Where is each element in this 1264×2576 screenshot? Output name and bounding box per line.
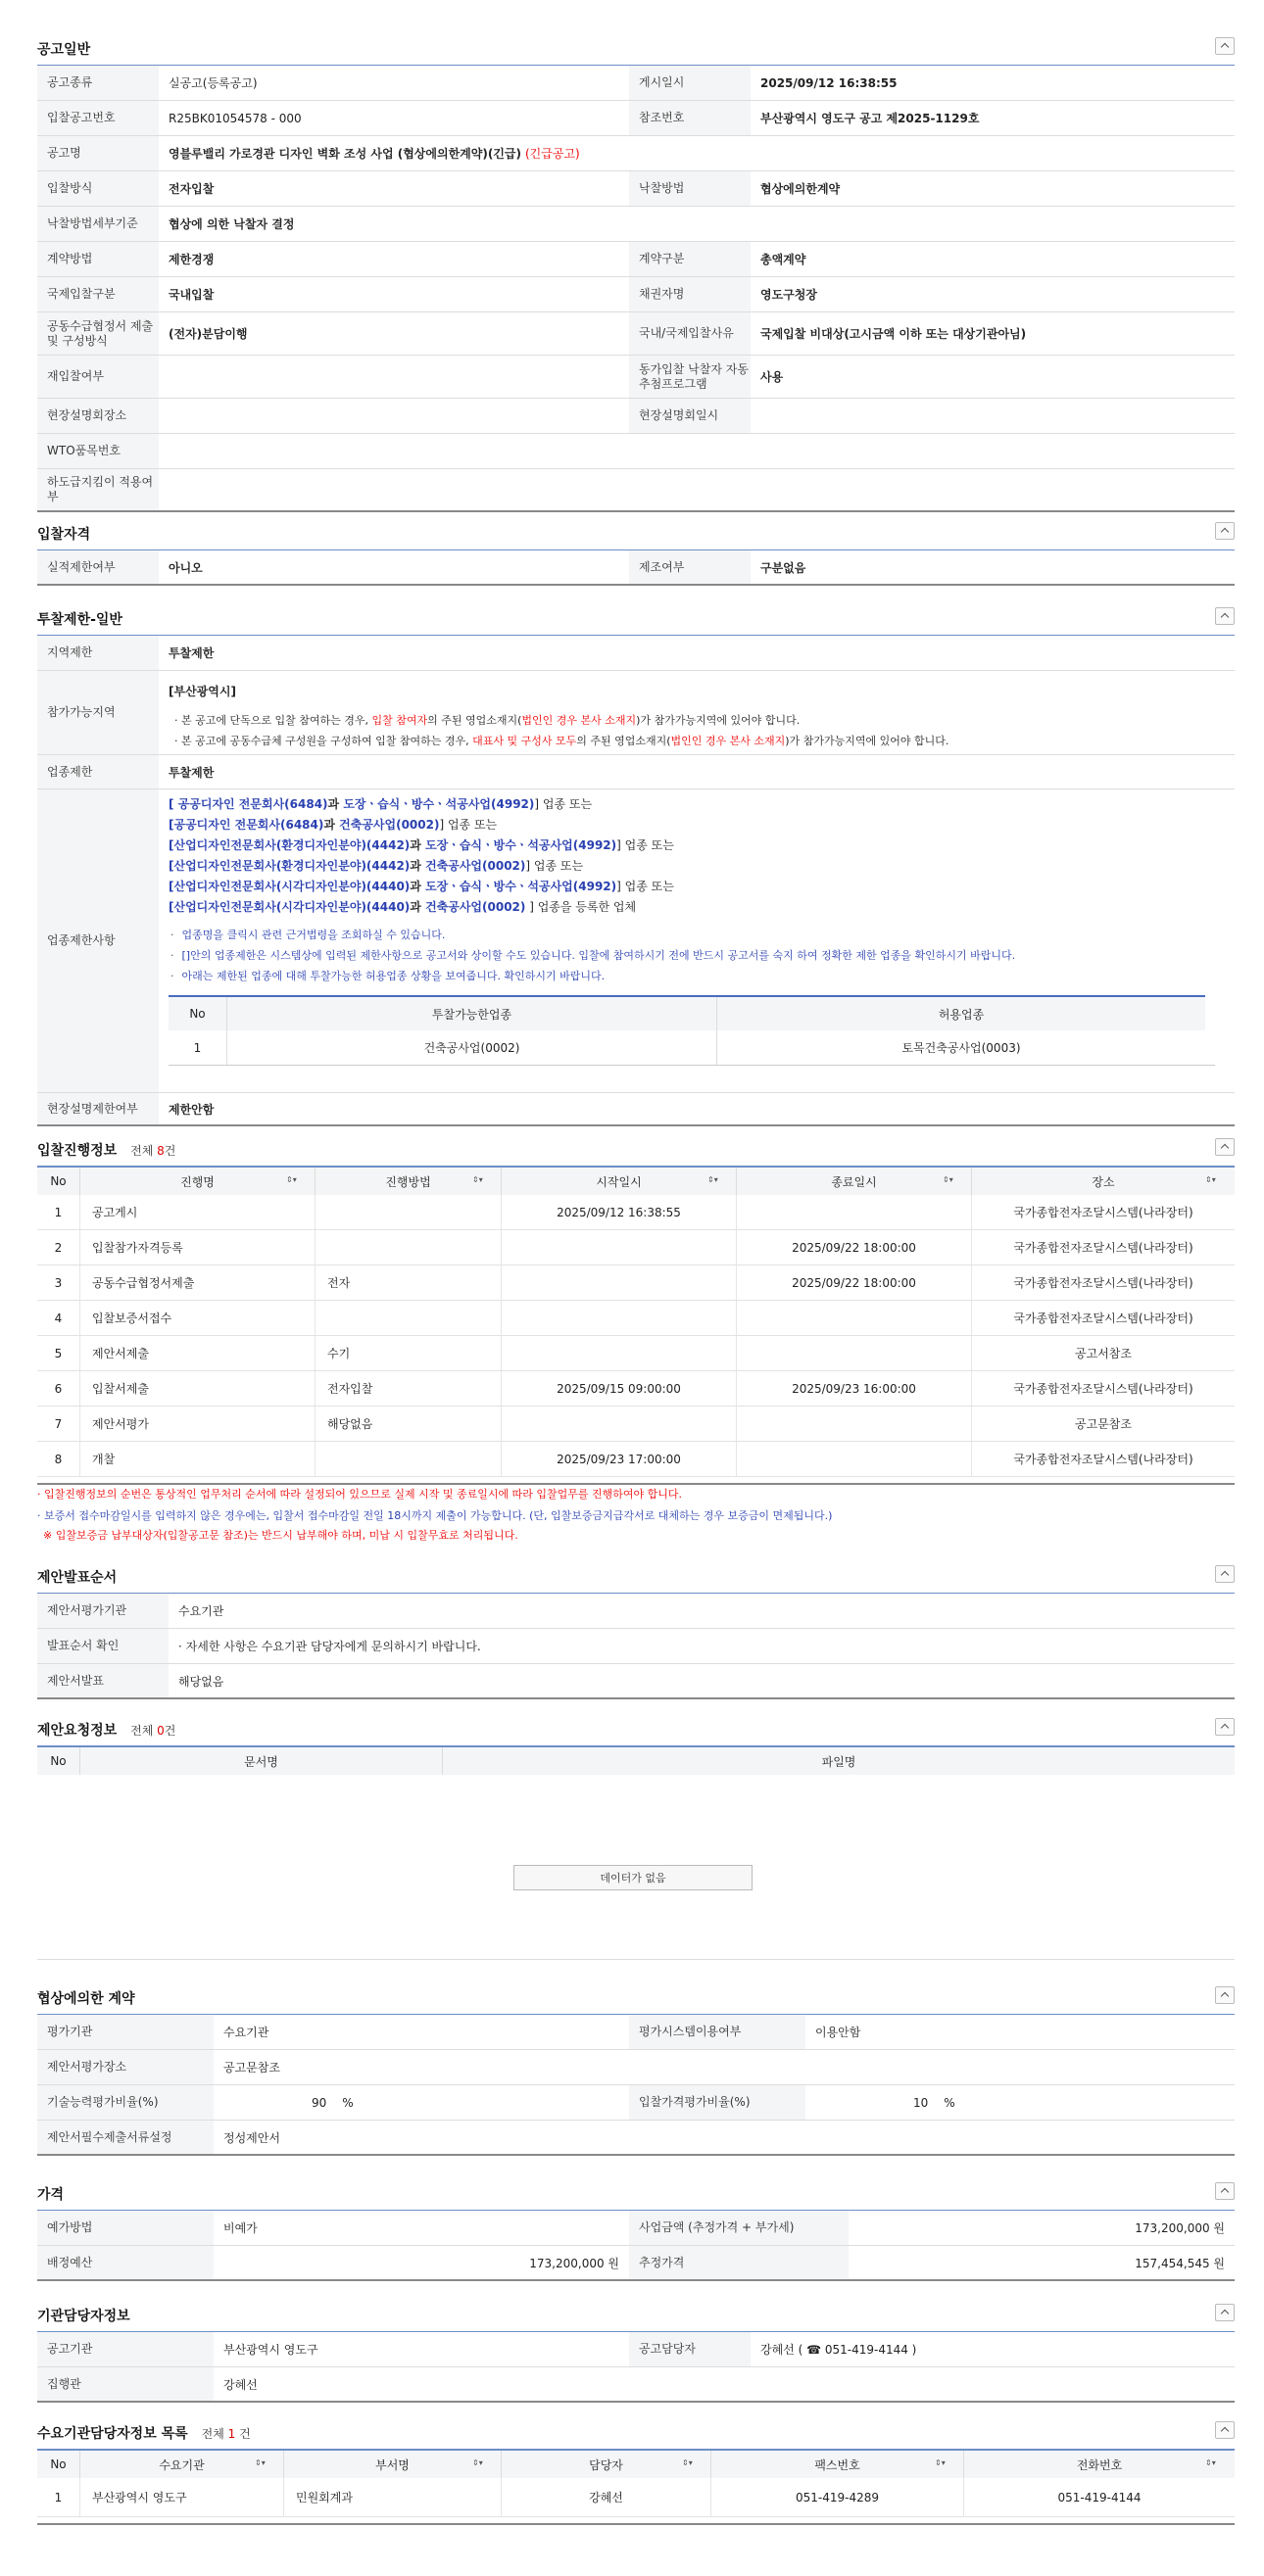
field-label: WTO품목번호 xyxy=(37,434,159,468)
field-label: 국내/국제입찰사유 xyxy=(629,312,751,355)
end-datetime xyxy=(737,1195,972,1229)
field-label: 재입찰여부 xyxy=(37,356,159,398)
progress-table-header xyxy=(37,1166,1235,1195)
sort-icon[interactable]: ⇕▾ xyxy=(1205,2458,1216,2467)
column-header[interactable]: 시작일시 xyxy=(502,1168,737,1195)
field-value: 투찰제한 xyxy=(169,765,215,780)
field-label: 입찰방식 xyxy=(37,171,159,206)
sort-icon[interactable]: ⇕▾ xyxy=(472,1175,483,1184)
field-label: 국제입찰구분 xyxy=(37,277,159,311)
fax-number: 051-419-4289 xyxy=(711,2478,964,2516)
allowed-industry-table-header xyxy=(169,995,1205,1030)
field-value: 비예가 xyxy=(223,2221,258,2235)
general-info-row xyxy=(37,242,1235,277)
field-value xyxy=(159,469,1235,510)
general-info-row xyxy=(37,171,1235,207)
field-value: 173,200,000 원 xyxy=(529,2256,619,2270)
table-row xyxy=(37,1301,1235,1336)
field-value xyxy=(751,399,1235,433)
general-info-row xyxy=(37,356,1235,399)
field-label: 제안서평가기관 xyxy=(37,1594,169,1628)
general-info-row xyxy=(37,66,1235,101)
field-label: 예가방법 xyxy=(37,2211,214,2245)
field-label: 동가입찰 낙찰자 자동추첨프로그램 xyxy=(629,356,751,398)
table-row xyxy=(37,1336,1235,1371)
field-label: 계약구분 xyxy=(629,242,751,276)
industry-suffix: ] 업종을 등록한 업체 xyxy=(525,900,637,914)
collapse-toggle-icon[interactable] xyxy=(1215,1986,1235,2004)
industry-combination-line xyxy=(169,836,674,853)
field-value: 협상에의한계약 xyxy=(760,182,841,196)
bullet-icon: · xyxy=(170,949,174,962)
field-label: 현장설명제한여부 xyxy=(37,1093,159,1124)
industry-note-text: []안의 업종제한은 시스템상에 입력된 제한사항으로 공고서와 상이할 수도 있습니다. 입찰에 참여하시기 전에 반드시 공고서를 숙지 하여 정확한 제한 업종을 확인하시기 바랍니다. xyxy=(181,949,1016,962)
industry-note xyxy=(170,968,605,983)
step-name: 입찰서제출 xyxy=(80,1371,316,1406)
field-value: 국내입찰 xyxy=(169,288,215,302)
row-number: 7 xyxy=(37,1407,80,1441)
collapse-toggle-icon[interactable] xyxy=(1215,2182,1235,2200)
table-row xyxy=(37,1230,1235,1265)
industry-conjunction: 과 xyxy=(410,859,421,873)
field-value: 실공고(등록공고) xyxy=(169,76,258,90)
end-datetime xyxy=(737,1301,972,1335)
industry-combination-line xyxy=(169,795,592,812)
general-info-row xyxy=(37,136,1235,171)
row-number: 1 xyxy=(37,2478,80,2516)
table-row xyxy=(169,1030,1215,1066)
field-value xyxy=(159,356,629,398)
sort-icon[interactable]: ⇕▾ xyxy=(707,1175,718,1184)
row-number: 5 xyxy=(37,1336,80,1370)
location: 국가종합전자조달시스템(나라장터) xyxy=(1013,1241,1193,1255)
step-name: 제안서평가 xyxy=(80,1407,316,1441)
field-label: 낙찰방법세부기준 xyxy=(37,207,159,241)
sort-icon[interactable]: ⇕▾ xyxy=(935,2458,946,2467)
industry-link[interactable]: 건축공사업(0002) xyxy=(420,859,526,873)
step-method xyxy=(316,1442,502,1476)
allowed-industry-cell: 건축공사업(0002) xyxy=(227,1030,717,1065)
table-row xyxy=(37,1407,1235,1442)
start-datetime: 2025/09/12 16:38:55 xyxy=(502,1195,737,1229)
field-value: 전자입찰 xyxy=(169,182,215,196)
end-datetime: 2025/09/22 18:00:00 xyxy=(737,1230,972,1264)
field-value: 정성제안서 xyxy=(223,2130,280,2145)
collapse-toggle-icon[interactable] xyxy=(1215,522,1235,540)
no-data-message: 데이터가 없음 xyxy=(513,1865,753,1890)
general-info-row xyxy=(37,277,1235,312)
field-value xyxy=(159,399,629,433)
industry-conjunction: 과 xyxy=(410,900,421,914)
step-name: 입찰참가자격등록 xyxy=(80,1230,316,1264)
field-label: 사업금액 (추정가격 + 부가세) xyxy=(629,2211,849,2245)
field-label: 기술능력평가비율(%) xyxy=(37,2085,214,2120)
industry-note xyxy=(170,947,1015,963)
table-bottom-border xyxy=(37,1483,1235,1485)
step-method: 수기 xyxy=(316,1336,502,1370)
field-value xyxy=(159,434,1235,468)
section-title-price: 가격 xyxy=(37,2187,65,2203)
column-header[interactable]: 전화번호 xyxy=(1076,2457,1123,2472)
field-value: 영도구청장 xyxy=(760,288,817,302)
step-name: 개찰 xyxy=(80,1442,316,1476)
industry-note-text: 업종명을 클릭시 관련 근거법령을 조회하실 수 있습니다. xyxy=(181,929,446,941)
column-header: 문서명 xyxy=(80,1747,443,1775)
field-value: 투찰제한 xyxy=(169,646,215,660)
industry-note-text: 아래는 제한된 업종에 대해 투찰가능한 허용업종 상황을 보여줍니다. 확인하시기 바랍니다. xyxy=(181,970,606,982)
industry-suffix: ] 업종 또는 xyxy=(534,797,593,811)
industry-conjunction: 과 xyxy=(327,797,340,811)
field-value: 수요기관 xyxy=(178,1604,224,1618)
field-label: 발표순서 확인 xyxy=(37,1629,169,1663)
section-title-qualification: 입찰자격 xyxy=(37,527,91,543)
field-value: (전자)분담이행 xyxy=(169,327,248,341)
location: 국가종합전자조달시스템(나라장터) xyxy=(1013,1312,1193,1325)
contact-person: 강혜선 xyxy=(502,2478,711,2516)
industry-combination-line xyxy=(169,857,583,874)
field-value: 강혜선 ( ☎ 051-419-4144 ) xyxy=(760,2343,917,2357)
end-datetime xyxy=(737,1407,972,1441)
industry-link[interactable]: 도장ㆍ습식ㆍ방수ㆍ석공사업(4992) xyxy=(339,797,535,811)
step-method xyxy=(316,1195,502,1229)
field-value: 사용 xyxy=(760,370,784,384)
field-value: 이용안함 xyxy=(815,2026,861,2039)
step-method xyxy=(316,1230,502,1264)
industry-link[interactable]: [산업디자인전문회사(환경디자인분야)(4442) xyxy=(169,859,411,873)
bid-title-text: 영블루밸리 가로경관 디자인 벽화 조성 사업 (협상에의한계약)(긴급) xyxy=(169,147,521,161)
location: 국가종합전자조달시스템(나라장터) xyxy=(1013,1276,1193,1290)
sort-icon[interactable]: ⇕▾ xyxy=(943,1175,953,1184)
industry-suffix: ] 업종 또는 xyxy=(439,818,498,832)
field-label: 평가시스템이용여부 xyxy=(629,2015,805,2049)
region-note-1: · 본 공고에 단독으로 입찰 참여하는 경우, 입찰 참여자의 주된 영업소재지(법인인 경우 본사 소재지)가 참가가능지역에 있어야 합니다. xyxy=(174,714,801,727)
end-datetime xyxy=(737,1442,972,1476)
industry-link[interactable]: [산업디자인전문회사(시각디자인분야)(4440) xyxy=(169,880,411,893)
industry-note xyxy=(170,927,445,942)
row-number: 2 xyxy=(37,1230,80,1264)
table-row xyxy=(37,1195,1235,1230)
field-label: 입찰공고번호 xyxy=(37,101,159,135)
location: 국가종합전자조달시스템(나라장터) xyxy=(1013,1453,1193,1466)
start-datetime xyxy=(502,1301,737,1335)
sort-icon[interactable]: ⇕▾ xyxy=(286,1175,297,1184)
collapse-toggle-icon[interactable] xyxy=(1215,2304,1235,2321)
demand-table-header xyxy=(37,2449,1235,2478)
row-number: 8 xyxy=(37,1442,80,1476)
field-value: 2025/09/12 16:38:55 xyxy=(760,75,898,90)
industry-link[interactable]: [산업디자인전문회사(환경디자인분야)(4442) xyxy=(169,838,411,852)
field-label: 배정예산 xyxy=(37,2246,214,2279)
sort-icon[interactable]: ⇕▾ xyxy=(1205,1175,1216,1184)
industry-combination-line xyxy=(169,816,497,833)
field-value: 강혜선 xyxy=(223,2377,258,2392)
department: 민원회계과 xyxy=(284,2478,502,2516)
field-label: 공고담당자 xyxy=(629,2332,751,2366)
region-note-2: · 본 공고에 공동수급체 구성원을 구성하여 입찰 참여하는 경우, 대표사 및 구성사 모두의 주된 영업소재지(법인인 경우 본사 소재지)가 참가가능지역에 있어야 합니다. xyxy=(174,735,949,747)
start-datetime xyxy=(502,1407,737,1441)
column-header: No xyxy=(37,1168,80,1195)
end-datetime: 2025/09/23 16:00:00 xyxy=(737,1371,972,1406)
bullet-icon: · xyxy=(170,929,174,941)
industry-link[interactable]: 건축공사업(0002) xyxy=(420,900,526,914)
step-method: 전자입찰 xyxy=(316,1371,502,1406)
field-label: 참조번호 xyxy=(629,101,751,135)
column-header: 파일명 xyxy=(821,1754,856,1769)
table-row xyxy=(37,2478,1235,2517)
phone-number: 051-419-4144 xyxy=(1057,2490,1142,2504)
industry-link[interactable]: 도장ㆍ습식ㆍ방수ㆍ석공사업(4992) xyxy=(420,880,617,893)
step-method xyxy=(316,1301,502,1335)
general-info-row xyxy=(37,312,1235,356)
field-value: · 자세한 사항은 수요기관 담당자에게 문의하시기 바랍니다. xyxy=(178,1640,481,1653)
industry-suffix: ] 업종 또는 xyxy=(525,859,584,873)
section-title-presentation: 제안발표순서 xyxy=(37,1570,118,1586)
field-label: 공고명 xyxy=(37,136,159,170)
industry-combination-line xyxy=(169,878,674,894)
section-title-proposal-request: 제안요청정보 전체 0건 xyxy=(37,1723,176,1739)
field-label: 채권자명 xyxy=(629,277,751,311)
table-row xyxy=(37,1371,1235,1407)
general-info-row xyxy=(37,469,1235,512)
field-label: 제안서필수제출서류설정 xyxy=(37,2121,214,2154)
field-value: 부산광역시 영도구 xyxy=(223,2343,318,2357)
row-number: 1 xyxy=(37,1195,80,1229)
field-label: 업종제한사항 xyxy=(37,789,159,1092)
column-header[interactable]: 부서명 xyxy=(284,2451,502,2478)
column-header[interactable]: 팩스번호 xyxy=(711,2451,964,2478)
field-label: 현장설명회일시 xyxy=(629,399,751,433)
step-method: 해당없음 xyxy=(316,1407,502,1441)
general-info-row xyxy=(37,399,1235,434)
general-info-row xyxy=(37,101,1235,136)
section-title-agency-contact: 기관담당자정보 xyxy=(37,2309,130,2324)
column-header: 허용업종 xyxy=(938,1007,985,1022)
industry-link[interactable]: [ 공공디자인 전문회사(6484) xyxy=(169,797,328,811)
column-header: No xyxy=(37,2451,80,2478)
collapse-toggle-icon[interactable] xyxy=(1215,2421,1235,2439)
step-name: 입찰보증서접수 xyxy=(80,1301,316,1335)
urgent-badge: (긴급공고) xyxy=(525,147,580,161)
column-header[interactable]: 담당자 xyxy=(502,2451,711,2478)
field-label: 하도급지킴이 적용여부 xyxy=(37,469,159,510)
divider xyxy=(37,1959,1235,1960)
field-value: 157,454,545 원 xyxy=(1135,2256,1225,2270)
agency-name: 부산광역시 영도구 xyxy=(80,2478,284,2516)
region-value: [부산광역시] xyxy=(169,685,236,698)
field-label: 실적제한여부 xyxy=(37,550,159,584)
progress-note-2: · 보증서 접수마감일시를 입력하지 않은 경우에는, 입찰서 접수마감일 전일 18시까지 제출이 가능합니다. (단, 입찰보증금지급각서로 대체하는 경우 보증금이 면제됩니다.) xyxy=(37,1509,833,1522)
start-datetime xyxy=(502,1230,737,1264)
collapse-toggle-icon[interactable] xyxy=(1215,1565,1235,1583)
table-row xyxy=(37,1442,1235,1477)
industry-suffix: ] 업종 또는 xyxy=(616,880,674,893)
start-datetime xyxy=(502,1336,737,1370)
collapse-toggle-icon[interactable] xyxy=(1215,1138,1235,1156)
column-header: No xyxy=(37,1747,80,1775)
bullet-icon: · xyxy=(170,970,174,982)
sort-icon[interactable]: ⇕▾ xyxy=(255,2458,266,2467)
column-header[interactable]: 수요기관 xyxy=(80,2451,284,2478)
collapse-toggle-icon[interactable] xyxy=(1215,1718,1235,1736)
field-value: 제한안함 xyxy=(169,1102,215,1117)
row-number: 1 xyxy=(169,1030,227,1065)
column-header[interactable]: 장소 xyxy=(1092,1174,1115,1189)
field-value: 해당없음 xyxy=(178,1674,224,1689)
field-label: 낙찰방법 xyxy=(629,171,751,206)
field-value: 173,200,000 원 xyxy=(1135,2221,1225,2235)
industry-combination-line xyxy=(169,898,636,915)
field-label: 집행관 xyxy=(37,2367,214,2401)
column-header: No xyxy=(169,997,227,1030)
field-value: 국제입찰 비대상(고시금액 이하 또는 대상기관아님) xyxy=(760,327,1027,341)
field-value: 90 % xyxy=(312,2095,354,2110)
field-label: 참가가능지역 xyxy=(37,671,159,754)
field-label: 제조여부 xyxy=(629,550,751,584)
section-title-negotiation: 협상에의한 계약 xyxy=(37,1991,135,2007)
collapse-toggle-icon[interactable] xyxy=(1215,37,1235,55)
field-value: 공고문참조 xyxy=(223,2061,280,2075)
row-number: 4 xyxy=(37,1301,80,1335)
progress-note-1: · 입찰진행정보의 순번은 통상적인 업무처리 순서에 따라 설정되어 있으므로 실제 시작 및 종료일시에 따라 입찰업무를 진행하여야 합니다. xyxy=(37,1488,682,1501)
field-value: 아니오 xyxy=(169,560,203,575)
field-value: 총액계약 xyxy=(760,253,806,266)
column-header: 투찰가능한업종 xyxy=(227,997,717,1030)
section-title-general: 공고일반 xyxy=(37,42,91,58)
row-number: 3 xyxy=(37,1265,80,1300)
industry-suffix: ] 업종 또는 xyxy=(616,838,674,852)
location: 국가종합전자조달시스템(나라장터) xyxy=(1013,1382,1193,1396)
field-value: R25BK01054578 - 000 xyxy=(169,111,302,125)
location: 공고서참조 xyxy=(1075,1347,1132,1360)
field-label: 제안서발표 xyxy=(37,1664,169,1697)
industry-conjunction: 과 xyxy=(323,818,335,832)
progress-note-3: ※ 입찰보증금 납부대상자(입찰공고문 참조)는 반드시 납부해야 하며, 미납 시 입찰무효로 처리됩니다. xyxy=(43,1529,518,1542)
field-label: 게시일시 xyxy=(629,66,751,100)
end-datetime: 2025/09/22 18:00:00 xyxy=(737,1265,972,1300)
permitted-industry-cell: 토목건축공사업(0003) xyxy=(901,1041,1021,1055)
row-number: 6 xyxy=(37,1371,80,1406)
start-datetime: 2025/09/23 17:00:00 xyxy=(502,1442,737,1476)
section-title-demand-agency: 수요기관담당자정보 목록 전체 1 건 xyxy=(37,2426,251,2442)
field-label: 공고종류 xyxy=(37,66,159,100)
field-value: 구분없음 xyxy=(760,560,806,575)
industry-conjunction: 과 xyxy=(410,880,421,893)
collapse-toggle-icon[interactable] xyxy=(1215,607,1235,625)
industry-link[interactable]: [공공디자인 전문회사(6484) xyxy=(169,818,324,832)
section-title-bid-progress: 입찰진행정보 전체 8건 xyxy=(37,1143,176,1159)
step-name: 제안서제출 xyxy=(80,1336,316,1370)
sort-icon[interactable]: ⇕▾ xyxy=(472,2458,483,2467)
field-label: 입찰가격평가비율(%) xyxy=(629,2085,805,2120)
field-value: 10 % xyxy=(913,2095,955,2110)
column-header[interactable]: 종료일시 xyxy=(737,1168,972,1195)
industry-conjunction: 과 xyxy=(410,838,421,852)
field-value: 제한경쟁 xyxy=(169,253,215,266)
section-title-restriction: 투찰제한-일반 xyxy=(37,612,122,628)
start-datetime xyxy=(502,1265,737,1300)
field-label: 계약방법 xyxy=(37,242,159,276)
field-value: 협상에 의한 낙찰자 결정 xyxy=(169,217,295,231)
field-value: 수요기관 xyxy=(223,2026,269,2039)
step-method: 전자 xyxy=(316,1265,502,1300)
field-label: 공고기관 xyxy=(37,2332,214,2366)
field-label: 평가기관 xyxy=(37,2015,214,2049)
general-info-row xyxy=(37,207,1235,242)
sort-icon[interactable]: ⇕▾ xyxy=(682,2458,693,2467)
location: 공고문참조 xyxy=(1075,1417,1132,1431)
table-bottom-border xyxy=(37,2523,1235,2525)
field-label: 추정가격 xyxy=(629,2246,849,2279)
field-label: 현장설명회장소 xyxy=(37,399,159,433)
step-name: 공고게시 xyxy=(80,1195,316,1229)
field-label: 공동수급협정서 제출 및 구성방식 xyxy=(37,312,159,355)
field-label: 업종제한 xyxy=(37,755,159,788)
start-datetime: 2025/09/15 09:00:00 xyxy=(502,1371,737,1406)
industry-link[interactable]: [산업디자인전문회사(시각디자인분야)(4440) xyxy=(169,900,411,914)
bid-title-value xyxy=(159,136,1235,170)
table-row xyxy=(37,1265,1235,1301)
field-value: 부산광역시 영도구 공고 제2025-1129호 xyxy=(760,112,980,125)
field-label: 제안서평가장소 xyxy=(37,2050,214,2084)
column-header[interactable]: 진행방법 xyxy=(316,1168,502,1195)
industry-link[interactable]: 도장ㆍ습식ㆍ방수ㆍ석공사업(4992) xyxy=(420,838,617,852)
field-label: 지역제한 xyxy=(37,636,159,670)
end-datetime xyxy=(737,1336,972,1370)
column-header[interactable]: 진행명 xyxy=(80,1168,316,1195)
general-info-row xyxy=(37,434,1235,469)
location: 국가종합전자조달시스템(나라장터) xyxy=(1013,1206,1193,1219)
industry-link[interactable]: 건축공사업(0002) xyxy=(334,818,440,832)
step-name: 공동수급협정서제출 xyxy=(80,1265,316,1300)
